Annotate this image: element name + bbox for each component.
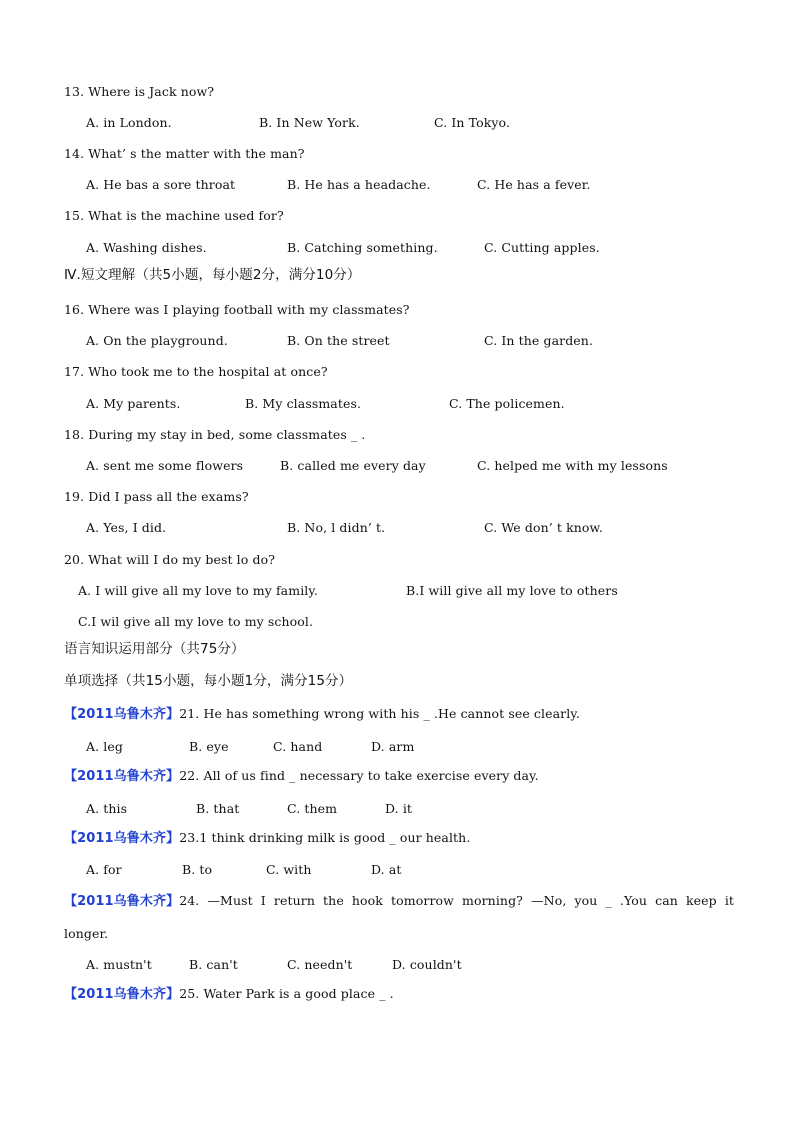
question-21-option-b: B. eye: [189, 739, 229, 754]
question-18-stem: 18. During my stay in bed, some classmates _ .: [64, 427, 366, 442]
source-tag: 【2011乌鲁木齐】: [64, 894, 180, 909]
question-20-option-b: B.I will give all my love to others: [406, 583, 618, 598]
question-24-option-d: D. couldn't: [392, 957, 462, 972]
question-24-stem: 24. —Must I return the hook tomorrow morning? —No, you _ .You can keep it: [179, 893, 735, 908]
question-21-line: [64, 706, 580, 723]
question-22-option-b: B. that: [196, 801, 240, 816]
question-24-line: [64, 893, 734, 910]
question-22-option-d: D. it: [385, 801, 413, 816]
section-4-heading: Ⅳ.短文理解（共5小题，每小题2分，满分10分）: [64, 267, 361, 283]
question-16-option-b: B. On the street: [287, 333, 390, 348]
question-17-option-b: B. My classmates.: [245, 396, 362, 411]
question-22-option-c: C. them: [287, 801, 338, 816]
question-15-option-b: B. Catching something.: [287, 240, 438, 255]
question-13-stem: 13. Where is Jack now?: [64, 84, 215, 99]
question-19-option-b: B. No, l didn’ t.: [287, 520, 386, 535]
source-tag: 【2011乌鲁木齐】: [64, 831, 180, 846]
question-14-option-a: A. He bas a sore throat: [86, 177, 236, 192]
question-14-option-c: C. He has a fever.: [477, 177, 591, 192]
question-19-option-c: C. We don’ t know.: [484, 520, 603, 535]
question-23-option-b: B. to: [182, 862, 213, 877]
question-25-line: [64, 986, 394, 1003]
question-24-option-b: B. can't: [189, 957, 238, 972]
question-17-option-c: C. The policemen.: [449, 396, 565, 411]
question-23-stem: 23.1 think drinking milk is good _ our health.: [179, 830, 471, 845]
question-24-option-a: A. mustn't: [86, 957, 152, 972]
question-20-option-a: A. I will give all my love to my family.: [78, 583, 318, 598]
question-15-option-a: A. Washing dishes.: [86, 240, 207, 255]
question-16-stem: 16. Where was I playing football with my classmates?: [64, 302, 410, 317]
question-21-stem: 21. He has something wrong with his _ .He cannot see clearly.: [179, 706, 580, 721]
question-14-option-b: B. He has a headache.: [287, 177, 431, 192]
question-13-option-a: A. in London.: [86, 115, 172, 130]
question-18-option-a: A. sent me some flowers: [86, 458, 244, 473]
question-22-line: [64, 768, 539, 785]
question-17-stem: 17. Who took me to the hospital at once?: [64, 364, 328, 379]
question-17-option-a: A. My parents.: [86, 396, 181, 411]
question-15-option-c: C. Cutting apples.: [484, 240, 600, 255]
question-20-stem: 20. What will I do my best lo do?: [64, 552, 276, 567]
question-16-option-a: A. On the playground.: [86, 333, 228, 348]
single-choice-heading: 单项选择（共15小题，每小题1分，满分15分）: [64, 673, 353, 689]
question-19-option-a: A. Yes, I did.: [86, 520, 167, 535]
question-23-option-a: A. for: [86, 862, 122, 877]
question-14-stem: 14. What’ s the matter with the man?: [64, 146, 305, 161]
question-18-option-b: B. called me every day: [280, 458, 426, 473]
question-23-option-d: D. at: [371, 862, 402, 877]
question-22-option-a: A. this: [86, 801, 128, 816]
question-21-option-a: A. leg: [86, 739, 123, 754]
question-18-option-c: C. helped me with my lessons: [477, 458, 668, 473]
question-16-option-c: C. In the garden.: [484, 333, 594, 348]
question-24-continuation: longer.: [64, 926, 109, 941]
source-tag: 【2011乌鲁木齐】: [64, 707, 180, 722]
question-24-option-c: C. needn't: [287, 957, 353, 972]
question-21-option-c: C. hand: [273, 739, 323, 754]
question-23-line: [64, 830, 470, 847]
question-23-option-c: C. with: [266, 862, 312, 877]
part-2-heading: 语言知识运用部分（共75分）: [64, 641, 245, 657]
question-22-stem: 22. All of us find _ necessary to take exercise every day.: [179, 768, 539, 783]
source-tag: 【2011乌鲁木齐】: [64, 987, 180, 1002]
question-19-stem: 19. Did I pass all the exams?: [64, 489, 249, 504]
question-25-stem: 25. Water Park is a good place _ .: [179, 986, 394, 1001]
question-15-stem: 15. What is the machine used for?: [64, 208, 284, 223]
source-tag: 【2011乌鲁木齐】: [64, 769, 180, 784]
question-20-option-c: C.I wil give all my love to my school.: [78, 614, 314, 629]
question-21-option-d: D. arm: [371, 739, 415, 754]
question-13-option-c: C. In Tokyo.: [434, 115, 511, 130]
question-13-option-b: B. In New York.: [259, 115, 360, 130]
